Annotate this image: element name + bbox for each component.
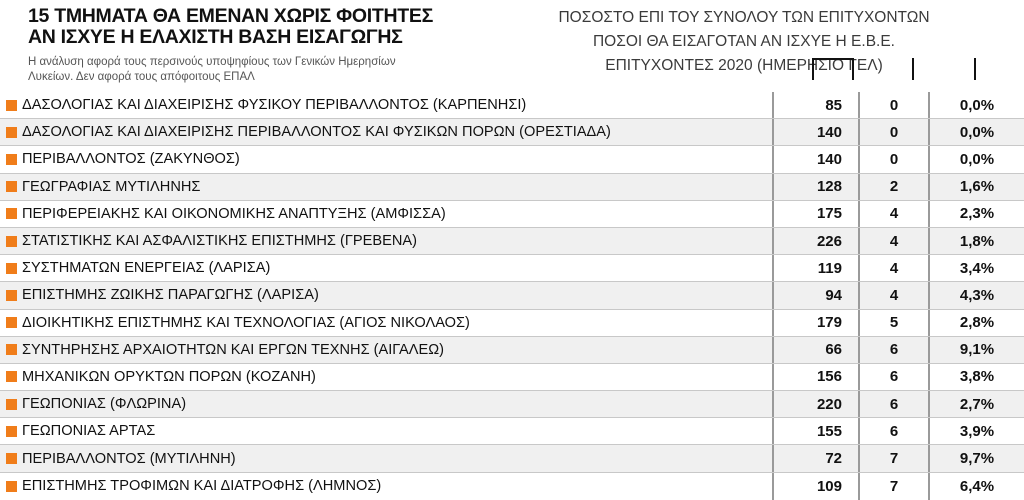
would-be-admitted: 4 — [858, 282, 928, 308]
bracket-successful — [812, 58, 854, 80]
square-icon — [6, 481, 17, 492]
subtitle: Η ανάλυση αφορά τους περσινούς υποψηφίους των Γενικών Ημερησίων Λυκείων. Δεν αφορά τους απόφοιτους ΕΠΑΛ — [28, 56, 396, 83]
tick-percent — [974, 58, 976, 80]
column-header-percent: ΠΟΣΟΣΤΟ ΕΠΙ ΤΟΥ ΣΥΝΟΛΟΥ ΤΩΝ ΕΠΙΤΥΧΟΝΤΩΝ — [558, 9, 930, 26]
would-be-admitted: 0 — [858, 146, 928, 172]
successful-2020: 156 — [772, 364, 858, 390]
would-be-admitted: 4 — [858, 255, 928, 281]
would-be-admitted: 6 — [858, 364, 928, 390]
square-icon — [6, 453, 17, 464]
table-row — [0, 119, 1024, 146]
successful-2020: 85 — [772, 92, 858, 118]
table-row — [0, 364, 1024, 391]
would-be-admitted: 0 — [858, 92, 928, 118]
header-bracket-group — [0, 58, 1024, 92]
percent-of-total: 9,7% — [928, 445, 1024, 471]
square-icon — [6, 317, 17, 328]
row-marker — [0, 282, 22, 308]
successful-2020: 66 — [772, 337, 858, 363]
department-name: ΠΕΡΙΒΑΛΛΟΝΤΟΣ (ΖΑΚΥΝΘΟΣ) — [22, 151, 240, 168]
table-row — [0, 255, 1024, 282]
would-be-admitted: 6 — [858, 391, 928, 417]
table-row — [0, 391, 1024, 418]
row-marker — [0, 146, 22, 172]
successful-2020: 175 — [772, 201, 858, 227]
successful-2020: 128 — [772, 174, 858, 200]
department-name: ΕΠΙΣΤΗΜΗΣ ΤΡΟΦΙΜΩΝ ΚΑΙ ΔΙΑΤΡΟΦΗΣ (ΛΗΜΝΟΣ) — [22, 478, 382, 495]
would-be-admitted: 0 — [858, 119, 928, 145]
would-be-admitted: 4 — [858, 201, 928, 227]
percent-of-total: 3,4% — [928, 255, 1024, 281]
department-name: ΔΑΣΟΛΟΓΙΑΣ ΚΑΙ ΔΙΑΧΕΙΡΙΣΗΣ ΦΥΣΙΚΟΥ ΠΕΡΙΒΑΛΛΟΝΤΟΣ (ΚΑΡΠΕΝΗΣΙ) — [22, 97, 527, 114]
square-icon — [6, 263, 17, 274]
successful-2020: 179 — [772, 310, 858, 336]
row-marker — [0, 92, 22, 118]
department-name: ΜΗΧΑΝΙΚΩΝ ΟΡΥΚΤΩΝ ΠΟΡΩΝ (ΚΟΖΑΝΗ) — [22, 368, 316, 385]
department-name: ΣΥΝΤΗΡΗΣΗΣ ΑΡΧΑΙΟΤΗΤΩΝ ΚΑΙ ΕΡΓΩΝ ΤΕΧΝΗΣ (ΑΙΓΑΛΕΩ) — [22, 341, 444, 358]
row-marker — [0, 337, 22, 363]
table-row — [0, 174, 1024, 201]
table-row — [0, 201, 1024, 228]
percent-of-total: 3,8% — [928, 364, 1024, 390]
department-name: ΓΕΩΠΟΝΙΑΣ ΑΡΤΑΣ — [22, 423, 156, 440]
row-marker — [0, 119, 22, 145]
percent-of-total: 2,3% — [928, 201, 1024, 227]
square-icon — [6, 208, 17, 219]
table-row — [0, 92, 1024, 119]
percent-of-total: 0,0% — [928, 119, 1024, 145]
row-marker — [0, 310, 22, 336]
percent-of-total: 3,9% — [928, 418, 1024, 444]
successful-2020: 155 — [772, 418, 858, 444]
successful-2020: 226 — [772, 228, 858, 254]
square-icon — [6, 127, 17, 138]
successful-2020: 72 — [772, 445, 858, 471]
successful-2020: 140 — [772, 119, 858, 145]
successful-2020: 119 — [772, 255, 858, 281]
table-row — [0, 146, 1024, 173]
row-marker — [0, 174, 22, 200]
table-row — [0, 473, 1024, 500]
percent-of-total: 1,8% — [928, 228, 1024, 254]
would-be-admitted: 6 — [858, 418, 928, 444]
department-name: ΣΤΑΤΙΣΤΙΚΗΣ ΚΑΙ ΑΣΦΑΛΙΣΤΙΚΗΣ ΕΠΙΣΤΗΜΗΣ (ΓΡΕΒΕΝΑ) — [22, 233, 417, 250]
percent-of-total: 9,1% — [928, 337, 1024, 363]
successful-2020: 140 — [772, 146, 858, 172]
square-icon — [6, 399, 17, 410]
department-name: ΕΠΙΣΤΗΜΗΣ ΖΩΙΚΗΣ ΠΑΡΑΓΩΓΗΣ (ΛΑΡΙΣΑ) — [22, 287, 319, 304]
percent-of-total: 4,3% — [928, 282, 1024, 308]
percent-of-total: 1,6% — [928, 174, 1024, 200]
would-be-admitted: 7 — [858, 473, 928, 500]
square-icon — [6, 426, 17, 437]
header — [0, 0, 1024, 92]
row-marker — [0, 228, 22, 254]
square-icon — [6, 344, 17, 355]
row-marker — [0, 364, 22, 390]
square-icon — [6, 181, 17, 192]
column-header-admitted: ΠΟΣΟΙ ΘΑ ΕΙΣΑΓΟΤΑΝ ΑΝ ΙΣΧΥΕ Η Ε.Β.Ε. — [592, 33, 895, 50]
successful-2020: 94 — [772, 282, 858, 308]
successful-2020: 109 — [772, 473, 858, 500]
row-marker — [0, 201, 22, 227]
title-line-1: 15 ΤΜΗΜΑΤΑ ΘΑ ΕΜΕΝΑΝ ΧΩΡΙΣ ΦΟΙΤΗΤΕΣ — [28, 5, 433, 27]
table-row — [0, 418, 1024, 445]
department-name: ΔΙΟΙΚΗΤΙΚΗΣ ΕΠΙΣΤΗΜΗΣ ΚΑΙ ΤΕΧΝΟΛΟΓΙΑΣ (ΑΓΙΟΣ ΝΙΚΟΛΑΟΣ) — [22, 314, 470, 331]
row-marker — [0, 255, 22, 281]
successful-2020: 220 — [772, 391, 858, 417]
data-table — [0, 92, 1024, 500]
percent-of-total: 6,4% — [928, 473, 1024, 500]
would-be-admitted: 2 — [858, 174, 928, 200]
would-be-admitted: 6 — [858, 337, 928, 363]
row-marker — [0, 445, 22, 471]
row-marker — [0, 473, 22, 500]
table-row — [0, 228, 1024, 255]
square-icon — [6, 154, 17, 165]
table-row — [0, 337, 1024, 364]
table-row — [0, 282, 1024, 309]
department-name: ΓΕΩΠΟΝΙΑΣ (ΦΛΩΡΙΝΑ) — [22, 396, 187, 413]
department-name: ΣΥΣΤΗΜΑΤΩΝ ΕΝΕΡΓΕΙΑΣ (ΛΑΡΙΣΑ) — [22, 260, 271, 277]
department-name: ΠΕΡΙΦΕΡΕΙΑΚΗΣ ΚΑΙ ΟΙΚΟΝΟΜΙΚΗΣ ΑΝΑΠΤΥΞΗΣ (ΑΜΦΙΣΣΑ) — [22, 205, 446, 222]
percent-of-total: 0,0% — [928, 146, 1024, 172]
would-be-admitted: 5 — [858, 310, 928, 336]
table-row — [0, 445, 1024, 472]
square-icon — [6, 236, 17, 247]
column-header-successful: ΕΠΙΤΥΧΟΝΤΕΣ 2020 (ΗΜΕΡΗΣΙΟ ΓΕΛ) — [605, 57, 883, 74]
row-marker — [0, 418, 22, 444]
department-name: ΠΕΡΙΒΑΛΛΟΝΤΟΣ (ΜΥΤΙΛΗΝΗ) — [22, 450, 236, 467]
square-icon — [6, 290, 17, 301]
department-name: ΔΑΣΟΛΟΓΙΑΣ ΚΑΙ ΔΙΑΧΕΙΡΙΣΗΣ ΠΕΡΙΒΑΛΛΟΝΤΟΣ ΚΑΙ ΦΥΣΙΚΩΝ ΠΟΡΩΝ (ΟΡΕΣΤΙΑΔΑ) — [22, 124, 611, 141]
department-name: ΓΕΩΓΡΑΦΙΑΣ ΜΥΤΙΛΗΝΗΣ — [22, 178, 201, 195]
tick-admitted — [912, 58, 914, 80]
title-line-2: ΑΝ ΙΣΧΥΕ Η ΕΛΑΧΙΣΤΗ ΒΑΣΗ ΕΙΣΑΓΩΓΗΣ — [28, 26, 403, 48]
square-icon — [6, 100, 17, 111]
square-icon — [6, 371, 17, 382]
would-be-admitted: 7 — [858, 445, 928, 471]
table-row — [0, 310, 1024, 337]
row-marker — [0, 391, 22, 417]
percent-of-total: 0,0% — [928, 92, 1024, 118]
percent-of-total: 2,8% — [928, 310, 1024, 336]
would-be-admitted: 4 — [858, 228, 928, 254]
percent-of-total: 2,7% — [928, 391, 1024, 417]
